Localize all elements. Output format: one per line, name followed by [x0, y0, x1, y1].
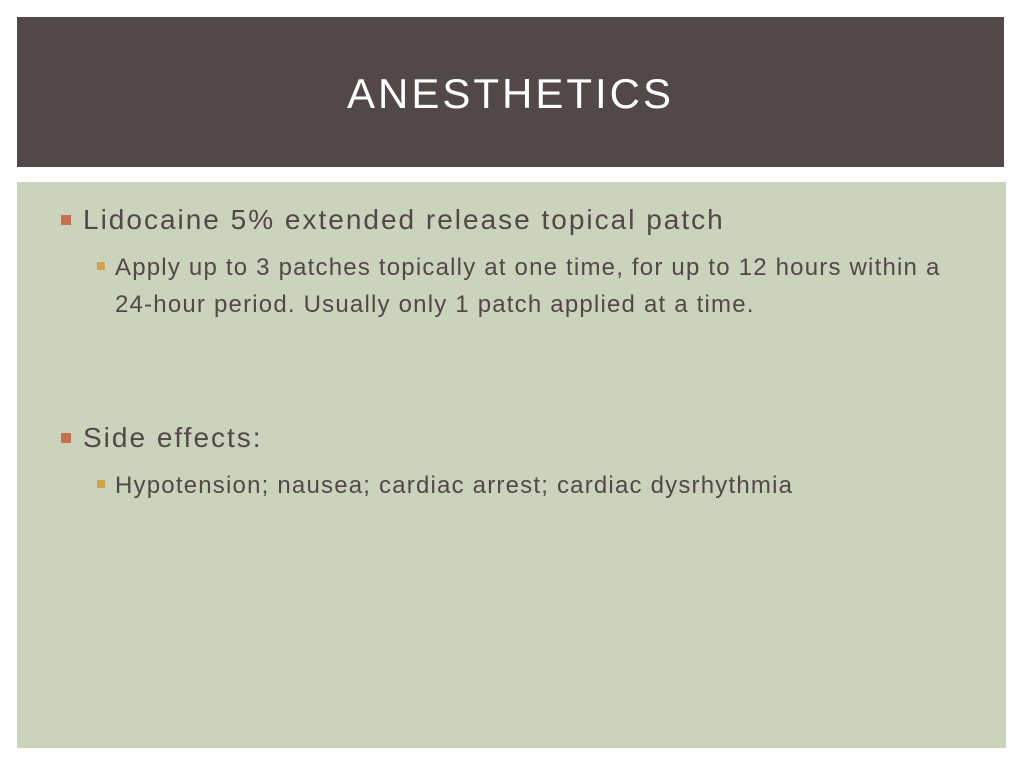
slide-title: ANESTHETICS: [346, 70, 675, 117]
sub-bullet-item: [97, 249, 957, 323]
square-bullet-icon: [97, 262, 105, 270]
title-bar: [17, 17, 1004, 167]
content-panel: [17, 182, 1006, 748]
bullet-item: [61, 202, 725, 238]
bullet-item: [61, 420, 263, 456]
bullet-label: Lidocaine 5% extended release topical patch: [83, 204, 725, 235]
sub-bullet-label: Apply up to 3 patches topically at one time, for up to 12 hours within a 24-hour period. Usually only 1 patch applied at a time.: [115, 254, 941, 318]
sub-bullet-item: [97, 467, 957, 504]
square-bullet-icon: [61, 433, 71, 443]
square-bullet-icon: [97, 480, 105, 488]
sub-bullet-label: Hypotension; nausea; cardiac arrest; cardiac dysrhythmia: [115, 472, 794, 499]
square-bullet-icon: [61, 215, 71, 225]
bullet-label: Side effects:: [83, 422, 263, 453]
